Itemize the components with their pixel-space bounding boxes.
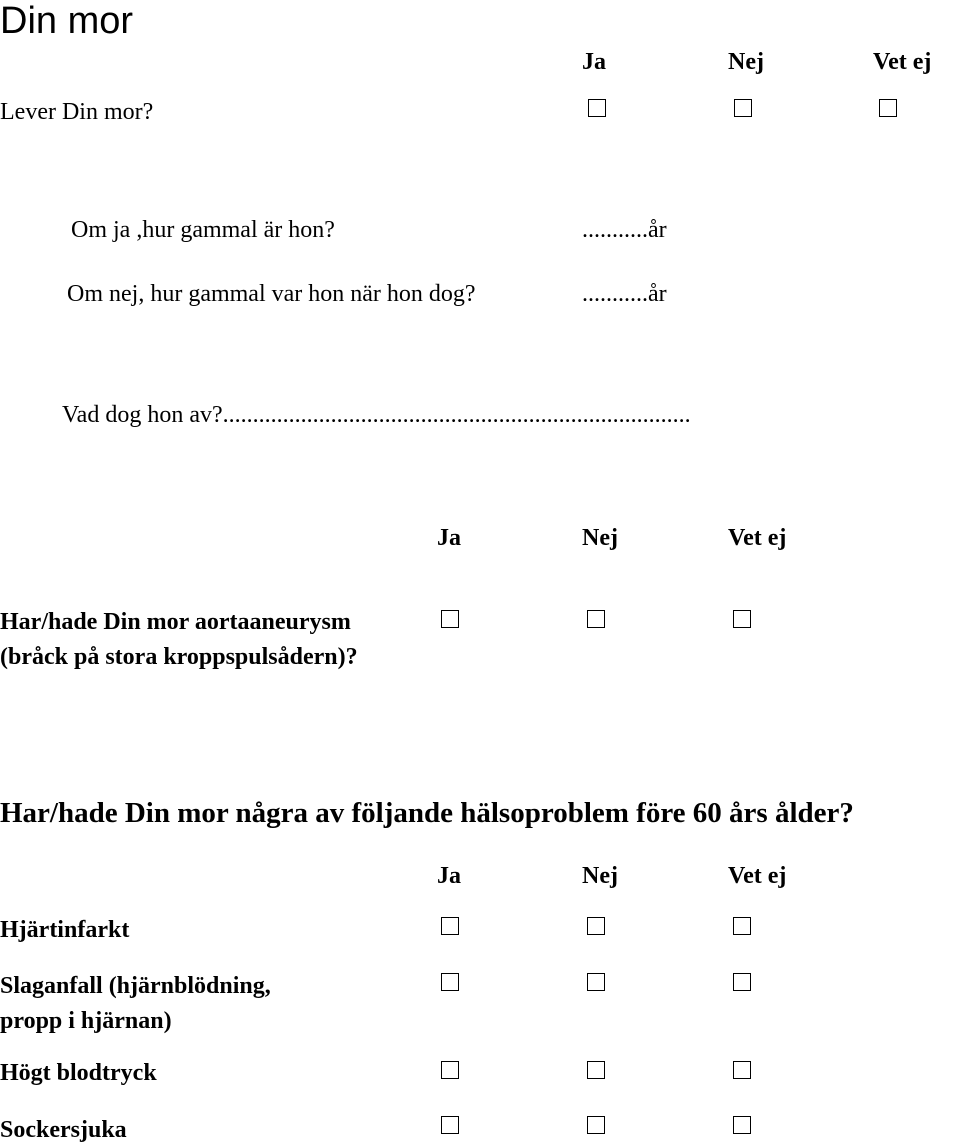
- page-title: Din mor: [0, 0, 134, 42]
- checkbox-heart-attack-nej[interactable]: [587, 917, 605, 935]
- question-aneurysm-line1: Har/hade Din mor aortaaneurysm: [0, 609, 351, 635]
- header-vet-ej-aneurysm: Vet ej: [728, 525, 787, 551]
- header-nej-health: Nej: [582, 863, 618, 889]
- checkbox-alive-vet-ej[interactable]: [879, 99, 897, 117]
- header-ja-aneurysm: Ja: [437, 525, 461, 551]
- checkbox-stroke-nej[interactable]: [587, 973, 605, 991]
- header-ja: Ja: [582, 49, 606, 75]
- checkbox-stroke-vet-ej[interactable]: [733, 973, 751, 991]
- cause-of-death-field[interactable]: Vad dog hon av?..............................................................................: [62, 402, 691, 428]
- header-nej: Nej: [728, 49, 764, 75]
- checkbox-heart-attack-vet-ej[interactable]: [733, 917, 751, 935]
- checkbox-heart-attack-ja[interactable]: [441, 917, 459, 935]
- question-age-alive: Om ja ,hur gammal är hon?: [71, 217, 335, 243]
- checkbox-diabetes-vet-ej[interactable]: [733, 1116, 751, 1134]
- question-age-death: Om nej, hur gammal var hon när hon dog?: [67, 281, 476, 307]
- header-vet-ej-health: Vet ej: [728, 863, 787, 889]
- checkbox-diabetes-ja[interactable]: [441, 1116, 459, 1134]
- health-item-stroke: Slaganfall (hjärnblödning,: [0, 973, 271, 999]
- health-item-diabetes: Sockersjuka: [0, 1117, 127, 1143]
- header-ja-health: Ja: [437, 863, 461, 889]
- checkbox-blood-pressure-ja[interactable]: [441, 1061, 459, 1079]
- health-item-high-blood-pressure: Högt blodtryck: [0, 1060, 157, 1086]
- checkbox-aneurysm-vet-ej[interactable]: [733, 610, 751, 628]
- checkbox-alive-ja[interactable]: [588, 99, 606, 117]
- health-heading: Har/hade Din mor några av följande hälsoproblem före 60 års ålder?: [0, 797, 854, 829]
- checkbox-diabetes-nej[interactable]: [587, 1116, 605, 1134]
- question-aneurysm-line2: (bråck på stora kroppspulsådern)?: [0, 644, 358, 670]
- health-item-stroke-line2: propp i hjärnan): [0, 1008, 172, 1034]
- checkbox-aneurysm-nej[interactable]: [587, 610, 605, 628]
- question-alive: Lever Din mor?: [0, 99, 154, 125]
- checkbox-stroke-ja[interactable]: [441, 973, 459, 991]
- health-item-heart-attack: Hjärtinfarkt: [0, 917, 130, 943]
- checkbox-alive-nej[interactable]: [734, 99, 752, 117]
- checkbox-blood-pressure-nej[interactable]: [587, 1061, 605, 1079]
- age-alive-field[interactable]: ...........år: [582, 217, 667, 243]
- checkbox-blood-pressure-vet-ej[interactable]: [733, 1061, 751, 1079]
- header-vet-ej: Vet ej: [873, 49, 932, 75]
- checkbox-aneurysm-ja[interactable]: [441, 610, 459, 628]
- age-death-field[interactable]: ...........år: [582, 281, 667, 307]
- header-nej-aneurysm: Nej: [582, 525, 618, 551]
